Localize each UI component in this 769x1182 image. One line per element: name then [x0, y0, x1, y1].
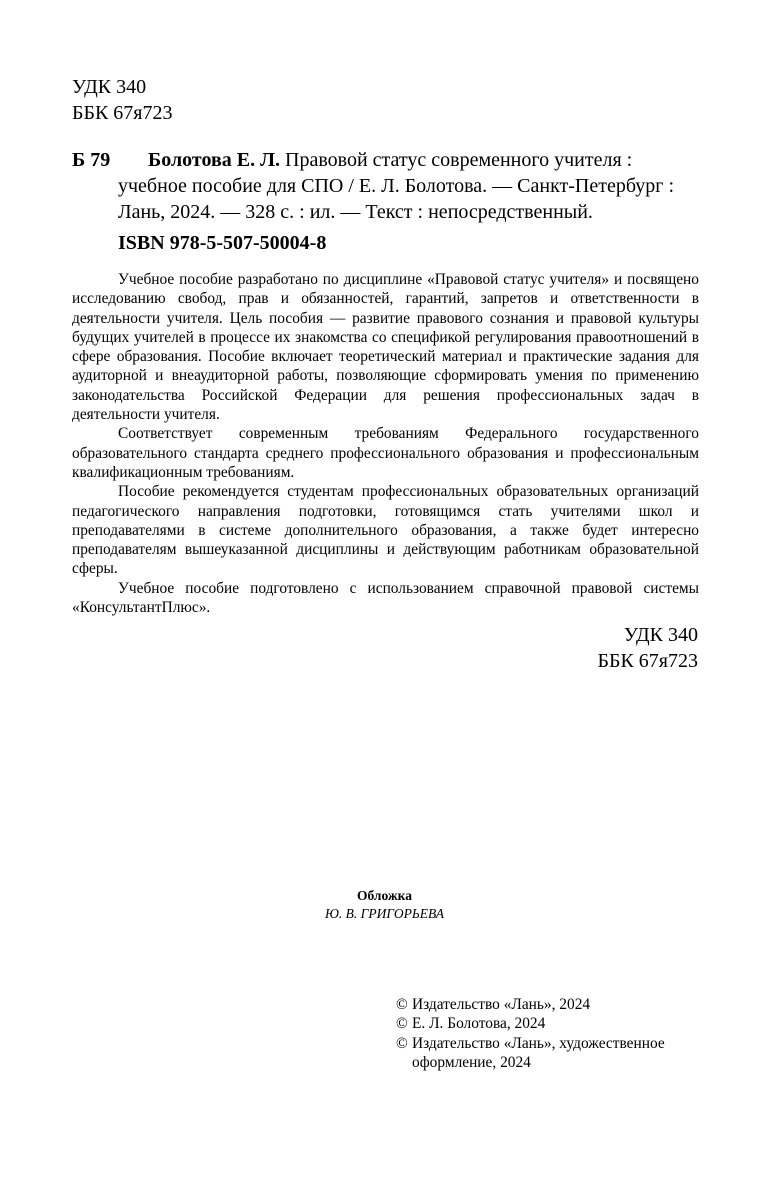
- credit-role: Обложка: [356, 888, 412, 903]
- record-line-2: учебное пособие для СПО / Е. Л. Болотова. — Санкт-Петербург :: [118, 175, 675, 197]
- udk-code: УДК 340: [623, 624, 698, 646]
- credit-person: Ю. В. ГРИГОРЬЕВА: [324, 906, 445, 921]
- record-line-1: [118, 147, 699, 173]
- isbn: ISBN 978-5-507-50004-8: [118, 232, 327, 254]
- bbk-code: ББК 67я723: [597, 650, 698, 672]
- author-cipher: Б 79: [72, 149, 111, 171]
- bbk-code: ББК 67я723: [72, 102, 173, 124]
- copyright-line-continuation: оформление, 2024: [412, 1053, 531, 1071]
- cover-credits: [0, 887, 769, 923]
- annotation-paragraph: Учебное пособие разработано по дисциплине «Правовой статус учителя» и посвящено исследованию свобод, прав и обязанностей, гарантий, запретов и ответственности в деятельности учителя. Цель пособия — развитие правового сознания и правовой культуры будущих учителей в процессе их знакомства со спецификой регулирования правоотношений в сфере образования. Пособие включает теоретический материал и практические задания для аудиторной и внеаудиторной работы, позволяющие сформировать умения по применению законодательства Российской Федерации для решения профессиональных задач в деятельности учителя.: [72, 271, 699, 424]
- copyright-symbol: ©: [396, 996, 408, 1013]
- annotation-paragraph: Пособие рекомендуется студентам профессиональных образовательных организаций педагогического направления подготовки, готовящимся стать учителями школ и преподавателями в системе дополнительного образования, а также будет интересно преподавателям вышеуказанной дисциплины и действующим работникам образовательной сферы.: [72, 483, 699, 578]
- copyright-symbol: ©: [396, 1034, 408, 1052]
- copyright-block: [396, 995, 665, 1072]
- copyright-line: © Издательство «Лань», 2024: [396, 996, 591, 1013]
- copyright-line: © Издательство «Лань», художественное: [396, 1034, 665, 1052]
- book-title: Правовой статус современного учителя :: [280, 149, 633, 171]
- annotation: [72, 270, 699, 617]
- annotation-paragraph: Соответствует современным требованиям Федерального государственного образовательного стандарта среднего профессионального образования и профессиональным квалификационным требованиям.: [72, 425, 699, 481]
- bibliographic-record: [72, 147, 699, 225]
- record-line-3: Лань, 2024. — 328 с. : ил. — Текст : непосредственный.: [118, 201, 593, 223]
- copyright-line: © Е. Л. Болотова, 2024: [396, 1015, 546, 1033]
- classification-codes-top: [72, 74, 173, 126]
- annotation-paragraph: Учебное пособие подготовлено с использованием справочной правовой системы «КонсультантПлюс».: [72, 579, 699, 617]
- classification-codes-bottom: [597, 622, 698, 674]
- copyright-symbol: ©: [396, 1015, 408, 1033]
- bibliographic-description: [118, 147, 699, 225]
- udk-code: УДК 340: [72, 76, 147, 98]
- author-name: Болотова Е. Л.: [148, 149, 281, 171]
